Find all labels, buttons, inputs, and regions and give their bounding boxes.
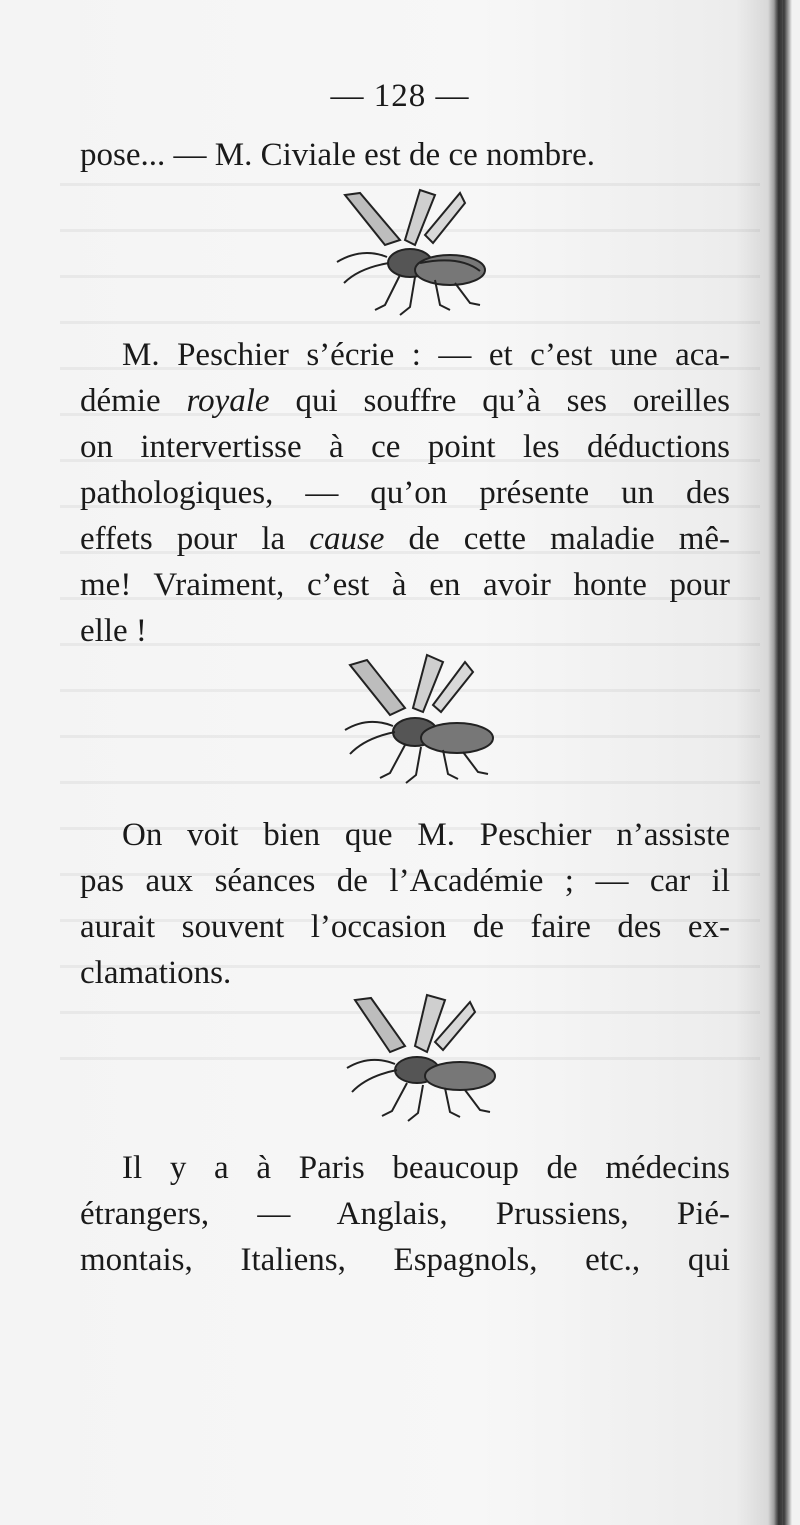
page-edge-shadow [774,0,782,1525]
text-line: pathologiques, — qu’on présente un des [80,475,730,511]
text-line: on intervertisse à ce point les déductions [80,429,730,465]
wasp-ornament-icon [325,185,495,325]
text-line: effets pour la cause de cette maladie mê- [80,521,731,557]
paragraph [80,1145,730,1283]
text-line: étrangers, — Anglais, Prussiens, Pié- [80,1196,730,1232]
paragraph [80,812,730,996]
text-line: M. Peschier s’écrie : — et c’est une aca- [122,337,730,373]
text-line: pose... — M. Civiale est de ce nombre. [80,137,596,173]
paragraph [80,332,730,654]
paragraph [80,132,730,178]
text-line: démie royale qui souffre qu’à ses oreilles [80,383,730,419]
wasp-ornament-icon [335,650,505,790]
page-number: — 128 — [330,78,470,114]
text-line: aurait souvent l’occasion de faire des ex- [80,909,730,945]
wasp-ornament-icon [335,990,505,1130]
text-line: me! Vraiment, c’est à en avoir honte pour [80,567,730,603]
text-line: elle ! [80,613,147,649]
text-line: pas aux séances de l’Académie ; — car il [80,863,730,899]
italic-word: cause [309,521,385,557]
text-line: On voit bien que M. Peschier n’assiste [122,817,730,853]
italic-word: royale [186,383,270,419]
text-line: clamations. [80,955,232,991]
text-line: Il y a à Paris beaucoup de médecins [122,1150,730,1186]
text-line: montais, Italiens, Espagnols, etc., qui [80,1242,730,1278]
